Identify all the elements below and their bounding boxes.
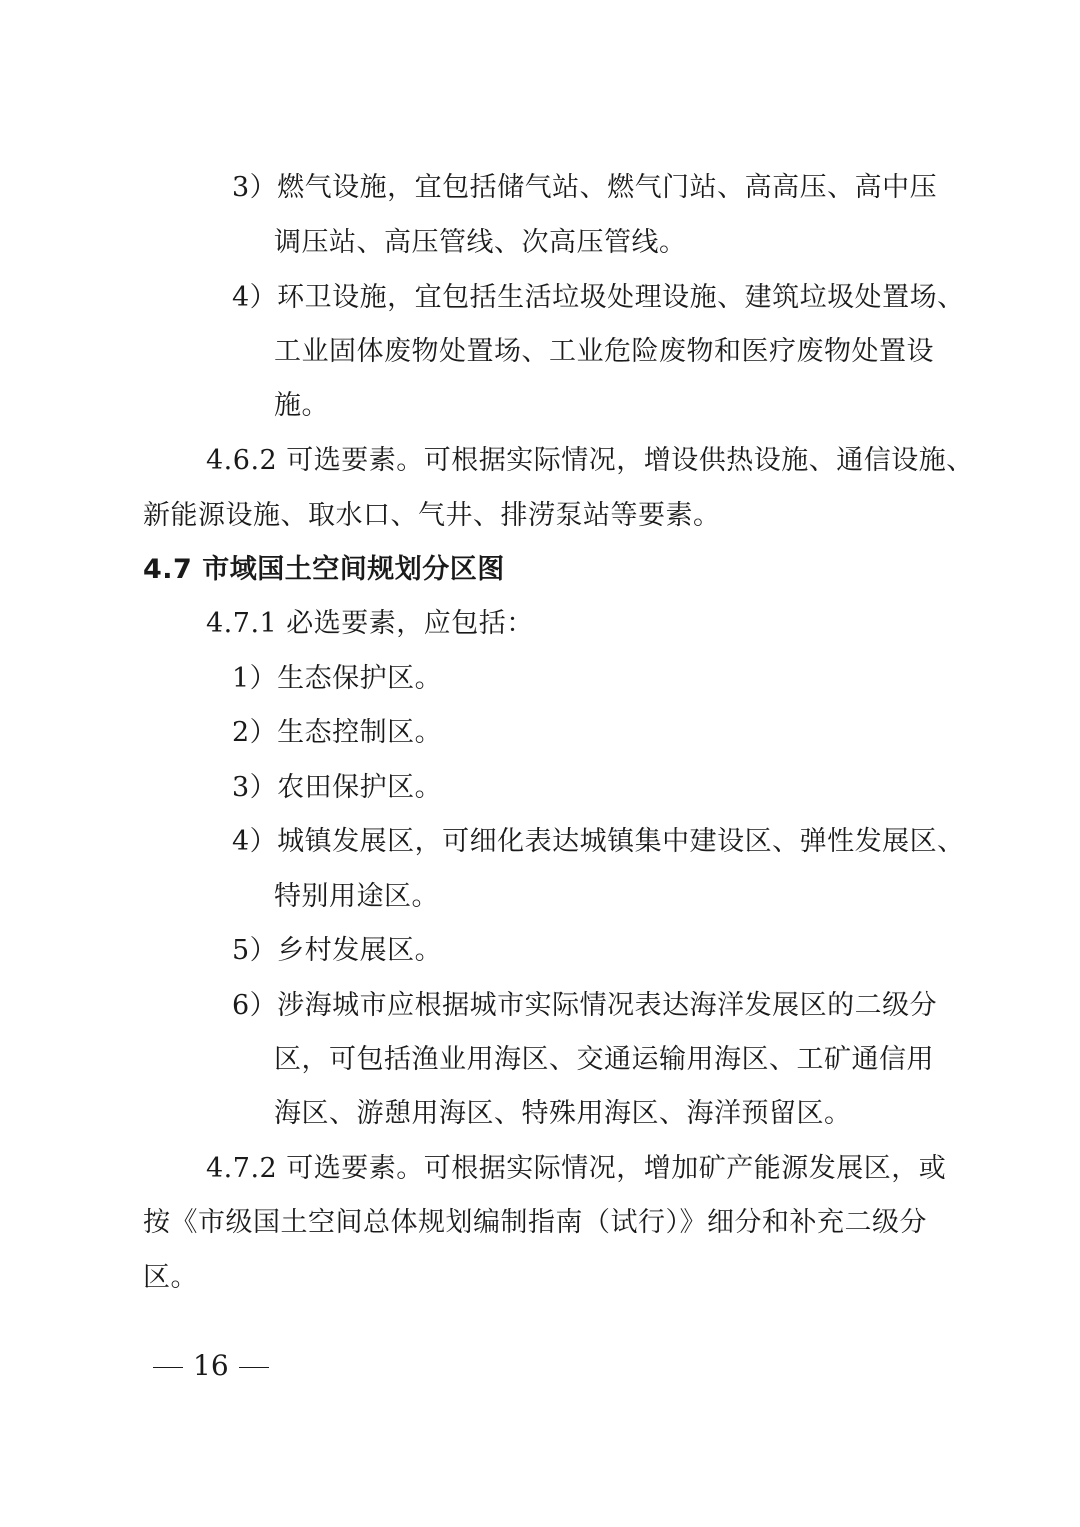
page-footer — [143, 1346, 279, 1386]
item-sanitation-facilities-end: 施。 — [274, 390, 329, 421]
page-number: 16 — [193, 1349, 229, 1382]
item-marine-development-zone-cont: 区，可包括渔业用海区、交通运输用海区、工矿通信用 — [274, 1044, 934, 1075]
item-ecological-protection-zone: 1）生态保护区。 — [232, 663, 443, 694]
item-farmland-protection-zone: 3）农田保护区。 — [232, 772, 443, 803]
clause-4-7-2-cont: 按《市级国土空间总体规划编制指南（试行）》细分和补充二级分 — [143, 1207, 927, 1238]
clause-4-7-2: 4.7.2 可选要素。可根据实际情况，增加矿产能源发展区，或 — [206, 1153, 947, 1184]
item-marine-development-zone: 6）涉海城市应根据城市实际情况表达海洋发展区的二级分 — [232, 990, 938, 1021]
clause-4-6-2: 4.6.2 可选要素。可根据实际情况，增设供热设施、通信设施、 — [206, 445, 974, 476]
footer-dash-right — [239, 1367, 269, 1368]
item-gas-facilities: 3）燃气设施，宜包括储气站、燃气门站、高高压、高中压 — [232, 172, 938, 203]
item-rural-development-zone: 5）乡村发展区。 — [232, 935, 443, 966]
item-sanitation-facilities: 4）环卫设施，宜包括生活垃圾处理设施、建筑垃圾处置场、 — [232, 282, 965, 313]
item-sanitation-facilities-cont: 工业固体废物处置场、工业危险废物和医疗废物处置设 — [274, 336, 934, 367]
clause-4-7-1: 4.7.1 必选要素，应包括： — [206, 608, 534, 639]
item-marine-development-zone-end: 海区、游憩用海区、特殊用海区、海洋预留区。 — [274, 1098, 852, 1129]
clause-4-6-2-cont: 新能源设施、取水口、气井、排涝泵站等要素。 — [143, 500, 721, 531]
section-heading-4-7: 4.7 市域国土空间规划分区图 — [143, 554, 505, 585]
item-gas-facilities-cont: 调压站、高压管线、次高压管线。 — [274, 227, 687, 258]
footer-dash-left — [153, 1367, 183, 1368]
item-urban-development-zone-cont: 特别用途区。 — [274, 881, 439, 912]
clause-4-7-2-end: 区。 — [143, 1262, 198, 1293]
item-urban-development-zone: 4）城镇发展区，可细化表达城镇集中建设区、弹性发展区、 — [232, 826, 965, 857]
item-ecological-control-zone: 2）生态控制区。 — [232, 717, 443, 748]
